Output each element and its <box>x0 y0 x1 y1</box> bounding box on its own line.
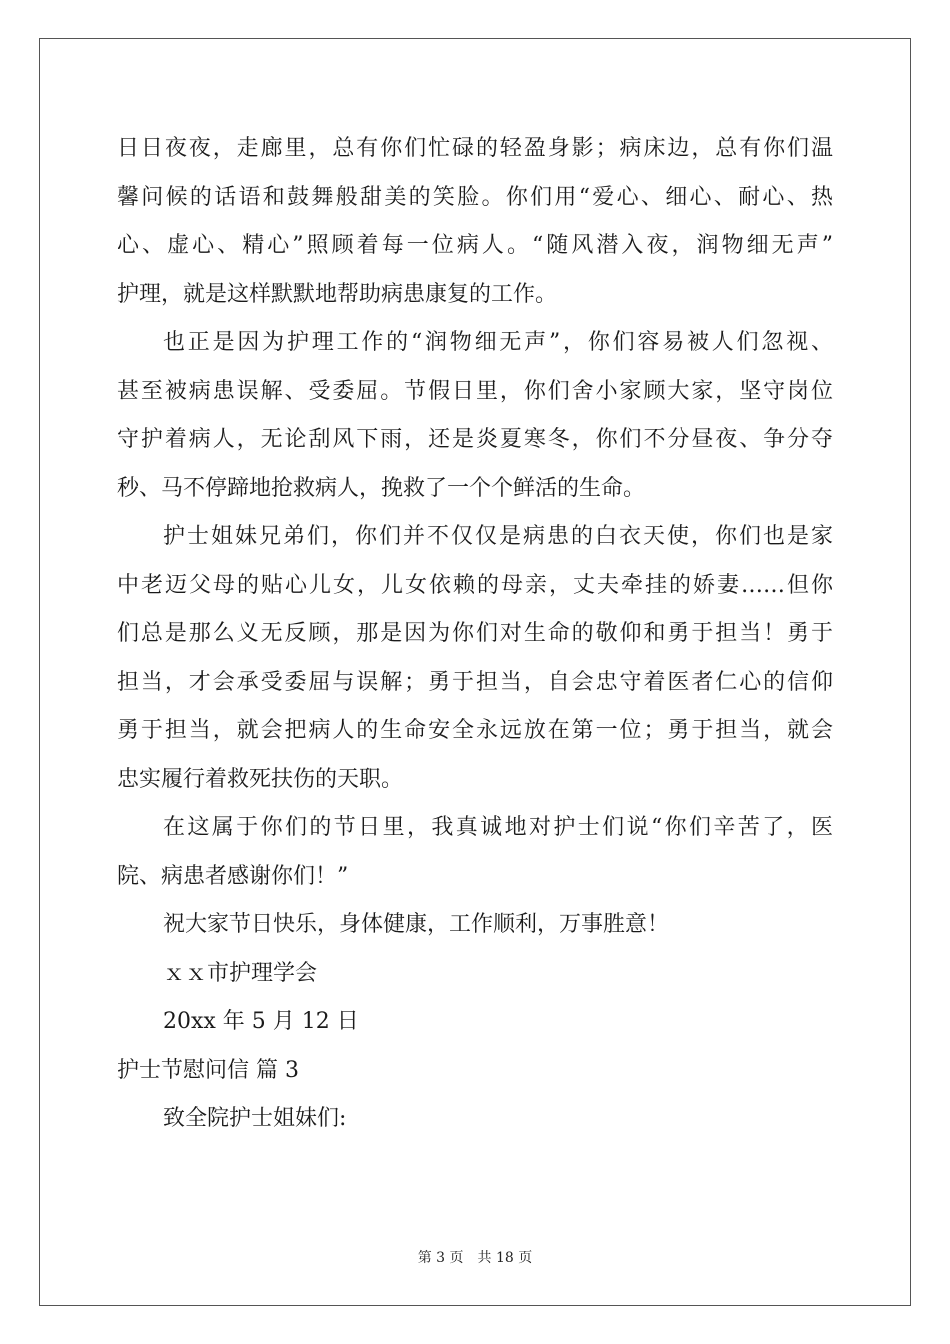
salutation: 致全院护士姐妹们: <box>163 1106 347 1131</box>
text-line: 日日夜夜，走廊里，总有你们忙碌的轻盈身影；病床边，总有你们温 <box>117 136 833 161</box>
page-footer <box>0 1247 950 1267</box>
signature-date: 20xx 年 5 月 12 日 <box>163 1009 359 1034</box>
section-heading: 护士节慰问信 篇 3 <box>117 1057 299 1083</box>
text-line: 馨问候的话语和鼓舞般甜美的笑脸。你们用“爱心、细心、耐心、热 <box>117 184 833 210</box>
text-line: 护士姐妹兄弟们，你们并不仅仅是病患的白衣天使，你们也是家 <box>163 524 833 549</box>
text-line: 也正是因为护理工作的“润物细无声”，你们容易被人们忽视、 <box>163 330 833 355</box>
text-line: 守护着病人，无论刮风下雨，还是炎夏寒冬，你们不分昼夜、争分夺 <box>117 427 833 452</box>
text-line: 在这属于你们的节日里，我真诚地对护士们说“你们辛苦了，医 <box>163 815 833 840</box>
text-line: 甚至被病患误解、受委屈。节假日里，你们舍小家顾大家，坚守岗位 <box>117 378 833 404</box>
text-line: 勇于担当，就会把病人的生命安全永远放在第一位；勇于担当，就会 <box>117 718 833 743</box>
text-line: 院、病患者感谢你们！” <box>117 863 349 889</box>
text-line: 担当，才会承受委屈与误解；勇于担当，自会忠守着医者仁心的信仰 <box>117 669 833 695</box>
text-line: 秒、马不停蹄地抢救病人，挽救了一个个鲜活的生命。 <box>117 475 646 501</box>
text-line: 忠实履行着救死扶伤的天职。 <box>117 766 404 792</box>
page-number: 第 3 页 <box>417 1250 464 1266</box>
letter-body <box>117 125 833 1144</box>
text-line: 护理，就是这样默默地帮助病患康复的工作。 <box>117 281 558 307</box>
text-line: 中老迈父母的贴心儿女，儿女依赖的母亲，丈夫牵挂的娇妻……但你 <box>117 572 833 598</box>
signature-org: ｘｘ市护理学会 <box>163 960 318 986</box>
text-line: 祝大家节日快乐，身体健康，工作顺利，万事胜意！ <box>163 912 670 937</box>
page-total: 共 18 页 <box>477 1250 533 1266</box>
text-line: 们总是那么义无反顾，那是因为你们对生命的敬仰和勇于担当！勇于 <box>117 621 833 646</box>
text-line: 心、虚心、精心”照顾着每一位病人。“随风潜入夜，润物细无声” <box>117 233 833 258</box>
